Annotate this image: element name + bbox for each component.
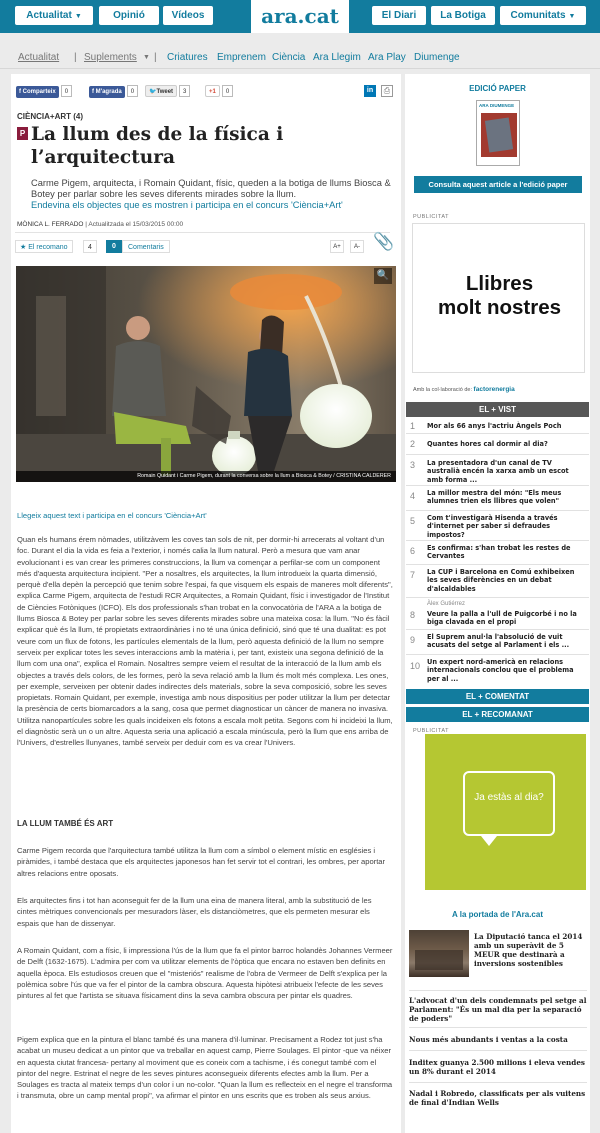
ranked-list-item[interactable] <box>406 565 589 598</box>
article-paragraph: Pigem explica que en la pintura el blanc també és una manera d'il·luminar. Precisament a Rodez tot just s'ha acabat un museu dedicat a un pintor que va treballar en aquest camp, Pierre Soulages. El pintor -que va néixer en aquesta ciutat francesa- pertany al moviment que es coneix com a tachisme, i és conegut també com el pintor del negre. Estrinat el negre de les seves pintures aconsegueix diferents efectes amb la llum. Per a Soulages es tracta al mateix temps d'un color i un no-color. "Quan la llum es reflecteix en el negre el transforma i transmuta, obre un camp mental propi", va afirmar el pintor en uns escrits que es troben als seus arxius. <box>17 1035 393 1101</box>
recommend-button[interactable] <box>15 240 73 253</box>
section-subnav <box>0 33 600 69</box>
rank-number: 1 <box>410 421 416 431</box>
rank-headline: La CUP i Barcelona en Comú exhibeixen les seves diferències en un debat d'alcaldables <box>427 568 575 593</box>
ranked-list-item[interactable] <box>406 630 589 655</box>
nav-videos-button[interactable]: Vídeos <box>163 6 213 25</box>
news-headline[interactable]: Inditex guanya 2.500 milions i eleva vendes un 8% durant el 2014 <box>409 1058 585 1076</box>
tweet-count: 3 <box>179 85 190 97</box>
rank-headline: La presentadora d'un canal de TV australià encén la xarxa amb un escot amb forma ... <box>427 459 569 484</box>
rank-headline: Mor als 66 anys l'actriu Àngels Poch <box>427 422 562 430</box>
ad-headline: Ja estàs al dia? <box>474 792 544 803</box>
zoom-icon[interactable]: 🔍 <box>374 268 392 284</box>
article-paragraph: Quan els humans érem nòmades, utilitzàvem les coves tan sols de nit, per dormir-hi arrecerats al voltant d'un foc. Durant el dia la vida es feia a l'exterior, i només calia la llum natural. Però a mesura que vam anar evolucionant i es van crear les primeres construccions, la llum va començar a perfilar-se com un component més d'aquesta arquitectura incipient. "Per a nosaltres, els arquitectes, la llum introdueix la quarta dimensió, perquè d'ella depèn la percepció que tenim sobre l'espai, fa que visquem els espais de maneres molt diferents", explica Carme Pigem, arquitecta de l'estudi RCR Arquitectes, a Romain Quidant, físic i investigador de l'Institut de Ciències Fotòniques (ICFO). Els dos professionals s'han trobat en la convocatòria de l'ARA a la botiga de llums Biosca & Botey per parlar sobre les seves diferents mirades sobre una mateixa cosa: la llum. "No és fàcil explicar què és la llum, té propietats extraordinàries i no té una única definició, sinó que té una dualitat: es pot veure com un flux de fotons, les partícules elementals de la llum, però aquesta definició de la llum no sempre serveix per explicar totes les seves interaccions amb la matèria i, per tant, existeix una segona definició de la llum com una ona", explica el Romain. Nosaltres sempre veiem el resultat de la interacció de la llum amb els objectes a través dels colors, de les formes, però la seva relació amb la llum és molt més complexa. Les ones, per exemple, serveixen per obtenir dades indirectes dels materials, sobre la seva composició, sobre les seves propietats. Romain Quidant, per exemple, investiga amb nous dispositius per poder utilitzar la llum per detectar la presència de certs biomarcadors a la sang, cosa que permet diagnosticar un càncer de manera no invasiva. Utilitza nanopartícules sobre les quals incideixen els fotons a escala molt petita. Segons com hi incideixi la llum, el diagnòstic serà un o un altre. Aquesta seria una aplicació a escala minúscula, però la llum que ens arriba de l'Univers, d'estrelles llunyanes, també serveix per deduir com es va crear l'Univers. <box>17 535 393 748</box>
breadcrumb-item-ara-play[interactable]: Ara Play <box>368 52 406 63</box>
twitter-icon: 🐦 <box>149 89 157 95</box>
ranked-list-item[interactable] <box>406 511 589 541</box>
rank-headline: Com t'investigarà Hisenda a través d'internet per saber si defraudes impostos? <box>427 514 558 539</box>
cover-image-detail <box>485 117 513 152</box>
paperclip-icon[interactable]: 📎 <box>373 232 395 251</box>
breadcrumb-item-ciencia[interactable]: Ciència <box>272 52 306 63</box>
ad-ja-estas-al-dia-banner[interactable] <box>425 734 586 890</box>
sponsor-logo[interactable]: factorenergia <box>473 386 515 393</box>
rank-number: 4 <box>410 491 416 501</box>
nav-la-botiga-button[interactable]: La Botiga <box>431 6 495 25</box>
facebook-share-label: Comparteix <box>22 89 56 95</box>
nav-opinio-button[interactable]: Opinió <box>99 6 159 25</box>
consulta-paper-button[interactable]: Consulta aquest article a l'edició paper <box>414 176 582 193</box>
rank-number: 3 <box>410 460 416 470</box>
article-paragraph: Carme Pigem recorda que l'arquitectura també utilitza la llum com a símbol o element místic en esglésies i piràmides, i també destaca que els arquitectes japonesos han fet servir tot el contrari, les ombres, per aportar altres relacions entre oposats. <box>17 846 386 878</box>
rank-headline: Es confirma: s'han trobat les restes de Cervantes <box>427 544 571 561</box>
nav-actualitat-label: Actualitat <box>26 10 72 21</box>
premium-mark: P <box>17 127 28 140</box>
edicio-paper-heading: EDICIÓ PAPER <box>469 84 526 93</box>
ranked-list-item[interactable] <box>406 541 589 565</box>
divider <box>409 1050 587 1051</box>
article-paragraph: A Romain Quidant, com a físic, li impressiona l'ús de la llum que fa el pintor barroc holandès Johannes Vermeer de Delft (1632-1675). L'admira per com va utilitzar elements de l'òptica que encara no estaven ben definits en aquella època. Els estudiosos creuen que el "misteriós" realisme de l'obra de Vermeer de Delft s'explica per la polèmica sobre l'ús que va fer el pintor de la cambra obscura. Aquesta hipòtesi atribueix l'efecte de les seves pintures al fet que l'artista se situava físicament dins la seva cambra obscura per pintar els quadres. <box>17 946 393 1001</box>
gplus-label: +1 <box>205 85 220 97</box>
nav-comunitats-label: Comunitats <box>510 10 566 21</box>
news-thumbnail[interactable] <box>409 930 469 977</box>
contest-lead-link[interactable]: Endevina els objectes que es mostren i participa en el concurs 'Ciència+Art' <box>31 200 343 210</box>
facebook-share-button[interactable] <box>16 85 72 97</box>
breadcrumb-suplements[interactable]: Suplements <box>84 52 137 63</box>
article-byline: MÒNICA L. FERRADO | Actualitzada el 15/03/2015 00:00 <box>17 221 184 228</box>
article-paragraph: Els arquitectes fins i tot han aconseguit fer de la llum una eina de manera literal, amb la substitució de les cintes mètriques convencionals per mesuradors làser, els distanciòmetres, que els permeten mesurar els espais que han de dissenyar. <box>17 896 372 928</box>
breadcrumb-separator: | <box>154 52 157 63</box>
divider <box>15 232 390 233</box>
article-photo-image <box>16 266 396 482</box>
rank-number: 10 <box>410 661 421 671</box>
rank-number: 8 <box>410 610 416 620</box>
paper-cover-thumbnail[interactable] <box>476 100 520 166</box>
chevron-down-icon: ▼ <box>74 13 82 20</box>
breadcrumb-item-emprenem[interactable]: Emprenem <box>217 52 266 63</box>
rank-author: Àlex Gutiérrez <box>427 601 466 607</box>
breadcrumb-item-criatures[interactable]: Criatures <box>167 52 208 63</box>
chevron-down-icon: ▼ <box>568 13 576 20</box>
facebook-like-count: 0 <box>127 85 138 97</box>
comments-link[interactable]: Comentaris <box>122 240 170 253</box>
tweet-label: Tweet <box>156 89 174 95</box>
speech-bubble-tail <box>481 836 497 846</box>
ad-label: PUBLICITAT <box>413 728 449 734</box>
article-title: La llum des de la física i l’arquitectura <box>31 124 284 168</box>
facebook-share-count: 0 <box>61 85 72 97</box>
facebook-like-label: M'agrada <box>95 89 122 95</box>
tweet-button[interactable] <box>145 85 190 97</box>
site-logo[interactable]: ara.cat <box>250 0 350 33</box>
news-headline[interactable]: Nous més abundants i ventas a la costa <box>409 1035 568 1044</box>
nav-el-diari-button[interactable]: El Diari <box>372 6 426 25</box>
ad-headline-line2: molt nostres <box>437 296 562 319</box>
ad-label: PUBLICITAT <box>413 214 449 220</box>
facebook-icon: f <box>19 89 23 95</box>
ad-headline <box>413 272 586 320</box>
news-thumbnail-detail <box>415 950 463 970</box>
ad-headline-line1: Llibres <box>465 272 534 295</box>
divider <box>409 1082 587 1083</box>
contest-link[interactable]: Llegeix aquest text i participa en el concurs 'Ciència+Art' <box>17 511 207 520</box>
gplus-count: 0 <box>222 85 233 97</box>
news-headline[interactable]: La Diputació tanca el 2014 amb un superàvit de 5 MEUR que destinarà a inversions sostenibles <box>474 932 583 968</box>
photo-caption: Romain Quidant i Carme Pigem, durant la conversa sobre la llum a Biosca & Botey / CRISTINA CALDERER <box>16 471 396 482</box>
top-navigation-bar <box>0 0 600 33</box>
ranked-list-item[interactable] <box>406 598 589 630</box>
rank-number: 2 <box>410 439 416 449</box>
rank-headline: Veure la palla a l'ull de Puigcorbé i no la biga clavada en el propi <box>427 610 577 627</box>
tab-el-mes-vist[interactable]: EL + VIST <box>406 402 589 417</box>
facebook-like-button[interactable] <box>89 85 138 97</box>
font-decrease-button[interactable]: A- <box>350 240 364 253</box>
article-rubric: CIÈNCIA+ART (4) <box>17 112 84 121</box>
linkedin-icon[interactable]: in <box>364 85 376 97</box>
facebook-icon: f <box>92 89 96 95</box>
breadcrumb-item-ara-llegim[interactable]: Ara Llegim <box>313 52 361 63</box>
print-icon[interactable]: ⎙ <box>381 85 393 97</box>
ranked-list-item[interactable] <box>406 455 589 486</box>
rank-headline: Un expert nord-americà en relacions internacionals conclou que el problema per al ... <box>427 658 574 683</box>
ad-llibres-banner[interactable] <box>412 223 585 373</box>
article-photo[interactable] <box>16 266 396 482</box>
speech-bubble-icon <box>463 771 555 836</box>
article-lead: Carme Pigem, arquitecta, i Romain Quidant, físic, queden a la botiga de llums Biosca & Botey per parlar sobre les seves diferents mirades sobre la llum. <box>31 178 391 199</box>
recommend-bar <box>15 232 395 255</box>
font-increase-button[interactable]: A+ <box>330 240 344 253</box>
rank-headline: Quantes hores cal dormir al dia? <box>427 440 548 448</box>
ranked-list-item[interactable] <box>406 434 589 455</box>
ranked-list-item[interactable] <box>406 418 589 434</box>
divider <box>409 990 587 991</box>
rank-headline: El Suprem anul·la l'absolució de vuit acusats del setge al Parlament i els ... <box>427 633 570 650</box>
tab-el-mes-comentat[interactable]: EL + COMENTAT <box>406 689 589 704</box>
news-headline[interactable]: Nadal i Robredo, classificats per als vuitens de final d'Indian Wells <box>409 1089 586 1107</box>
divider <box>409 1027 587 1028</box>
rank-number: 6 <box>410 546 416 556</box>
breadcrumb-item-diumenge[interactable]: Diumenge <box>414 52 460 63</box>
breadcrumb-actualitat[interactable]: Actualitat <box>18 52 60 63</box>
rank-number: 7 <box>410 570 416 580</box>
recommend-count: 4 <box>83 240 97 253</box>
rank-number: 5 <box>410 516 416 526</box>
article-author[interactable]: MÒNICA L. FERRADO <box>17 221 84 228</box>
star-icon: ★ <box>20 244 29 251</box>
recommend-label: El recomano <box>28 244 68 251</box>
ranked-list-item[interactable] <box>406 486 589 511</box>
nav-actualitat-button[interactable] <box>15 6 93 25</box>
rank-headline: La millor mestra del món: "Els meus alumnes trien els llibres que volen" <box>427 489 562 506</box>
gplus-button[interactable] <box>205 85 233 97</box>
cover-masthead: ARA DIUMENGE <box>479 103 515 108</box>
tab-el-mes-recomanat[interactable]: EL + RECOMANAT <box>406 707 589 722</box>
nav-comunitats-button[interactable] <box>500 6 586 25</box>
sponsor-credit <box>413 386 515 393</box>
chevron-down-icon: ▼ <box>143 54 150 61</box>
portada-heading: A la portada de l'Ara.cat <box>452 910 543 919</box>
comments-count[interactable]: 0 <box>106 240 122 253</box>
article-updated: Actualitzada el 15/03/2015 00:00 <box>88 221 184 228</box>
rank-number: 9 <box>410 635 416 645</box>
article-subheading: LA LLUM TAMBÉ ÉS ART <box>17 819 114 828</box>
ranked-list-item[interactable] <box>406 655 589 689</box>
news-headline[interactable]: L'advocat d'un dels condemnats pel setge al Parlament: "És un mal dia per la separació de poders" <box>409 996 587 1023</box>
sponsor-label: Amb la col·laboració de: <box>413 387 473 393</box>
breadcrumb-separator: | <box>74 52 77 63</box>
